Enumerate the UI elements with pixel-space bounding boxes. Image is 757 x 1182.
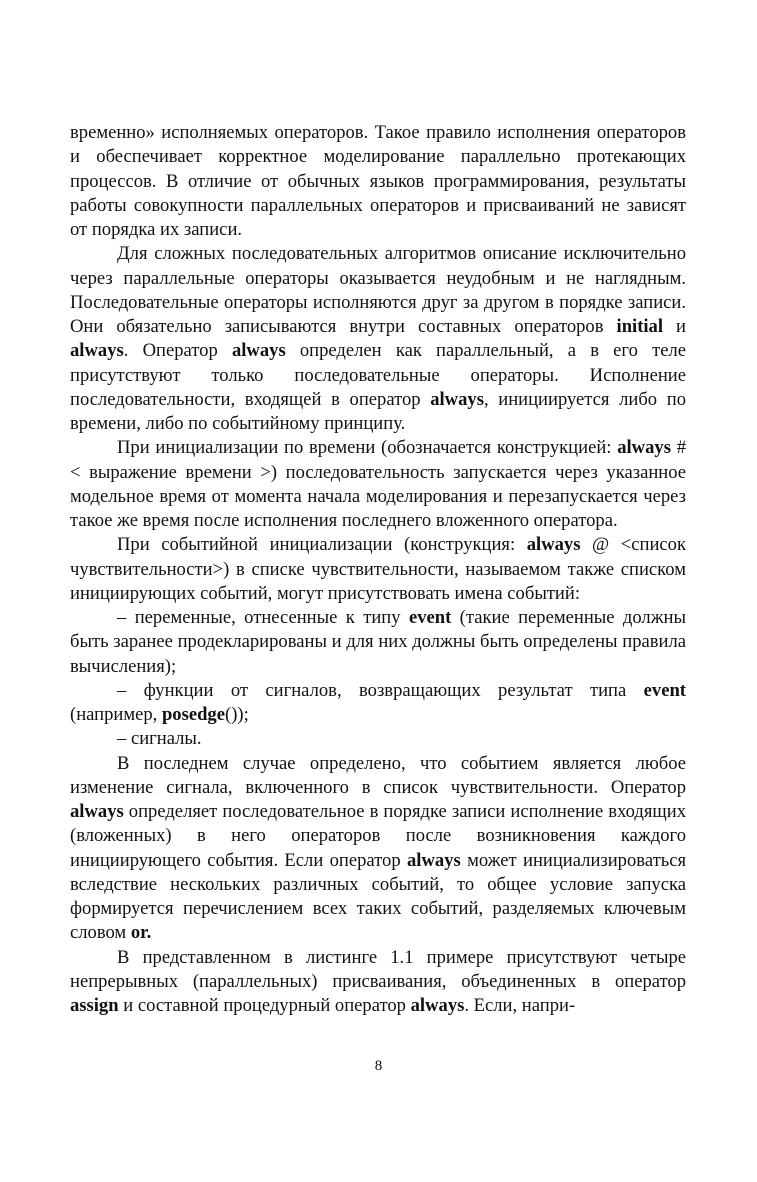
keyword-text: event — [408, 607, 452, 628]
keyword-text: always — [407, 849, 461, 871]
keyword-text: always — [526, 534, 581, 556]
text-segment: определен как параллельный, а в его теле присутствуют только последовательные операторы. Исполнение последовательности, входящей в оператор — [70, 340, 686, 410]
text-segment: определяет последовательное в порядке записи исполнение входящих (вложенных) в него операторов после возникновения каждого инициирующего события. Если оператор — [70, 801, 686, 871]
text-segment: # < выражение времени >) последовательность запускается через указанное модельное время от момента начала моделирования и перезапускается через такое же время после исполнения последнего вложенного оператора. — [70, 437, 686, 531]
text-segment: временно» исполняемых операторов. Такое правило исполнения операторов и обеспечивает корректное моделирование параллельно протекающих процессов. В отличие от обычных языков программирования, результаты работы совокупности параллельных операторов и присваиваний не зависят от порядка их записи. — [70, 122, 686, 240]
keyword-text: always — [617, 437, 671, 459]
keyword-text: posedge — [161, 704, 225, 725]
text-segment: – функции от сигналов, возвращающих результат типа — [117, 679, 644, 701]
keyword-text: event — [643, 679, 686, 701]
page-number: 8 — [374, 1058, 383, 1074]
text-segment: может инициализироваться вследствие нескольких различных событий, то общее условие запуска формируется перечислением всех таких событий, разделяемых ключевым словом — [70, 849, 686, 944]
text-segment: (такие переменные должны быть заранее продекларированы и для них должны быть определены правила вычисления); — [70, 607, 687, 677]
text-segment: . Оператор — [123, 340, 232, 362]
text-segment: Для сложных последовательных алгоритмов описание исключительно через параллельные операторы оказывается неудобным и не наглядным. Последовательные операторы исполняются друг за другом в порядке записи. Они обязательно записываются внутри составных операторов — [70, 243, 686, 337]
text-segment: При инициализации по времени (обозначается конструкцией: — [117, 437, 618, 459]
keyword-text: always — [231, 340, 286, 362]
list-item-paragraph — [70, 727, 686, 751]
text-segment: и составной процедурный оператор — [118, 995, 411, 1016]
list-item-paragraph — [70, 679, 686, 728]
text-segment: В представленном в листинге 1.1 примере присутствуют четыре непрерывных (параллельных) присваивания, объединенных в оператор — [70, 946, 686, 992]
paragraph — [70, 533, 686, 606]
text-segment: При событийной инициализации (конструкция: — [117, 534, 527, 556]
keyword-text: always — [70, 340, 124, 362]
keyword-text: always — [410, 995, 465, 1016]
list-item-paragraph — [70, 606, 686, 679]
text-segment: и — [663, 316, 687, 337]
keyword-text: initial — [616, 316, 664, 337]
text-segment: @ <список чувствительности>) в списке чувствительности, называемом также списком инициирующих событий, могут присутствовать имена событий: — [70, 534, 686, 604]
keyword-text: always — [430, 388, 484, 410]
keyword-text: assign — [70, 995, 119, 1016]
text-segment: – сигналы. — [117, 728, 202, 750]
text-segment: – переменные, отнесенные к типу — [117, 607, 409, 628]
keyword-text: or. — [130, 922, 152, 944]
text-segment: В последнем случае определено, что событием является любое изменение сигнала, включенного в список чувствительности. Оператор — [70, 752, 686, 798]
text-segment: (например, — [70, 704, 162, 725]
paragraph — [70, 436, 686, 533]
text-segment: ()); — [225, 704, 249, 725]
paragraph — [70, 752, 686, 946]
paragraph — [70, 946, 686, 1019]
text-segment: , инициируется либо по времени, либо по событийному принципу. — [70, 388, 686, 434]
paragraph — [70, 242, 686, 436]
body-text — [70, 121, 686, 1018]
paragraph — [70, 121, 686, 242]
text-segment: . Если, напри- — [464, 995, 576, 1016]
keyword-text: always — [70, 801, 124, 822]
